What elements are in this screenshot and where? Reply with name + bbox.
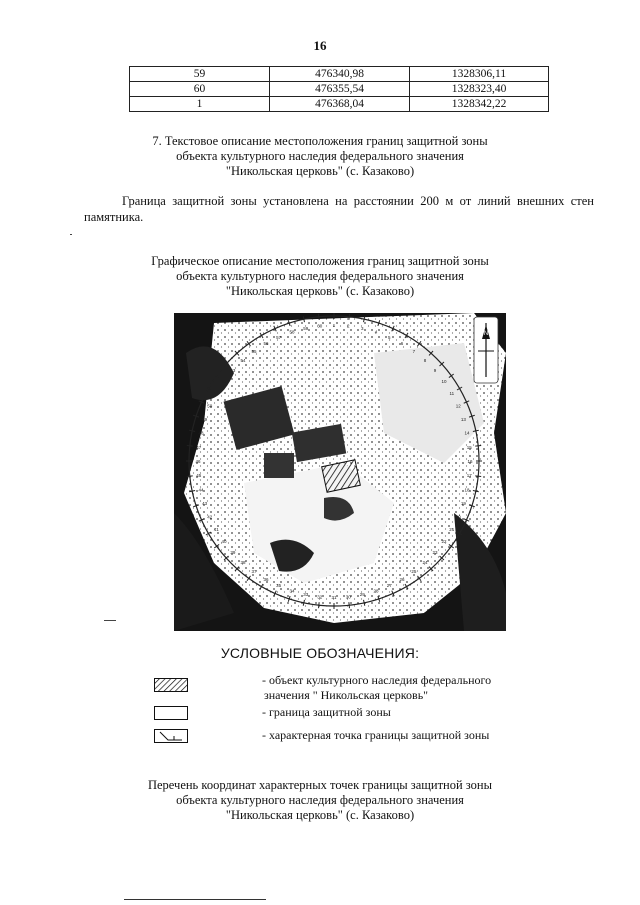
point-number-cell: 60 [130,82,270,97]
coordinates-list-heading-line1: Перечень координат характерных точек границы защитной зоны [147,778,493,792]
boundary-point-label: 2 [346,323,350,329]
graphic-heading-line1: Графическое описание местоположения границ защитной зоны [151,254,489,268]
legend-item-object-line1: - объект культурного наследия федерального [262,673,492,687]
boundary-point-label: 37 [251,569,257,575]
y-coordinate-cell: 1328342,22 [410,97,549,112]
boundary-point-label: 26 [399,576,405,582]
x-coordinate-cell: 476355,54 [270,82,410,97]
boundary-point-marker [319,314,320,320]
boundary-point-label: 53 [230,367,236,373]
boundary-point-label: 22 [441,538,447,544]
boundary-point-label: 50 [207,403,213,409]
legend-hatched-rectangle-icon [154,678,188,692]
page-number: 16 [313,38,327,53]
boundary-point-label: 58 [289,329,295,335]
boundary-point-label: 43 [202,501,208,507]
boundary-point-label: 16 [467,459,473,464]
compass-north-label: N [483,331,489,337]
boundary-point-label: 20 [455,514,461,520]
boundary-point-label: 28 [373,588,379,594]
x-coordinate-cell: 476368,04 [270,97,410,112]
boundary-point-label: 12 [455,403,461,409]
boundary-point-label: 3 [361,325,364,331]
boundary-point-label: 14 [464,430,470,436]
section7-heading-line2: объекта культурного наследия федерального значения [176,149,464,163]
boundary-point-label: 38 [240,560,246,566]
boundary-point-marker [475,476,481,477]
table-row [130,67,549,82]
boundary-point-label: 5 [388,334,391,340]
y-coordinate-cell: 1328323,40 [410,82,549,97]
boundary-point-label: 41 [213,527,219,532]
boundary-point-label: 57 [276,334,282,340]
boundary-point-marker [349,602,350,608]
legend-item-boundary-point: - характерная точка границы защитной зоны [262,728,490,742]
margin-mark [70,234,72,235]
boundary-point-label: 48 [198,430,204,436]
boundary-point-label: 21 [449,527,455,532]
boundary-point-label: 44 [198,487,204,493]
boundary-point-label: 40 [221,538,227,544]
coordinates-list-heading-line3: "Никольская церковь" (с. Казаково) [225,808,415,822]
coordinates-table [129,66,549,112]
boundary-point-label: 7 [412,348,416,354]
boundary-point-label: 51 [213,391,219,396]
boundary-point-marker [319,602,320,608]
graphic-heading-line3: "Никольская церковь" (с. Казаково) [225,284,415,298]
section7-heading-line3: "Никольская церковь" (с. Казаково) [225,164,415,178]
legend-boundary-point-icon [154,729,188,743]
boundary-point-label: 15 [466,444,472,450]
boundary-point-label: 34 [289,588,295,594]
boundary-point-label: 46 [195,459,201,464]
boundary-point-label: 55 [251,348,257,354]
boundary-point-label: 23 [432,550,438,556]
boundary-point-label: 35 [276,583,282,589]
boundary-point-label: 27 [386,583,392,589]
boundary-point-marker [187,446,193,447]
section7-body: Граница защитной зоны установлена на расстоянии 200 м от линий внешних стен памятника. [84,194,594,224]
x-coordinate-cell: 476340,98 [270,67,410,82]
protection-zone-map [174,313,506,631]
legend-item-object-line2: значения " Никольская церковь" [264,688,429,702]
boundary-point-label: 9 [433,367,437,373]
boundary-point-label: 31 [331,595,337,600]
boundary-point-label: 24 [422,560,428,566]
boundary-point-label: 52 [221,379,227,385]
section7-heading-line1: 7. Текстовое описание местоположения границ защитной зоны [152,134,488,148]
margin-mark [104,620,116,621]
boundary-point-marker [475,446,481,447]
point-number-cell: 59 [130,67,270,82]
point-number-cell: 1 [130,97,270,112]
boundary-point-label: 17 [466,473,472,479]
boundary-point-label: 18 [464,487,470,493]
boundary-point-marker [349,314,350,320]
boundary-point-label: 13 [460,416,466,422]
boundary-point-label: 33 [303,592,309,598]
boundary-point-label: 47 [196,444,202,450]
boundary-point-label: 30 [345,594,351,600]
boundary-point-label: 6 [400,341,404,347]
boundary-point-label: 56 [263,341,269,347]
boundary-point-label: 60 [317,323,323,329]
boundary-point-label: 59 [303,325,309,331]
table-row [130,82,549,97]
boundary-point-label: 32 [317,594,323,600]
boundary-point-label: 36 [263,576,269,582]
legend-item-object [262,673,532,703]
boundary-point-label: 4 [374,329,378,335]
boundary-point-label: 10 [441,379,447,385]
graphic-heading-line2: объекта культурного наследия федерального значения [176,269,464,283]
legend-title: УСЛОВНЫЕ ОБОЗНАЧЕНИЯ: [220,645,420,661]
boundary-point-label: 42 [207,514,213,520]
legend-empty-rectangle-icon [154,706,188,720]
footnote-rule [124,899,266,900]
boundary-point-label: 25 [411,569,417,575]
map-image [174,313,506,631]
boundary-point-label: 54 [240,357,246,363]
coordinates-list-heading-line2: объекта культурного наследия федерального значения [176,793,464,807]
boundary-point-label: 19 [460,501,466,507]
boundary-point-marker [187,476,193,477]
boundary-point-label: 45 [196,473,202,479]
boundary-point-label: 8 [423,357,427,363]
compass-icon [474,317,498,383]
boundary-point-label: 11 [449,391,455,396]
boundary-point-label: 39 [230,550,236,556]
boundary-point-label: 29 [359,592,365,598]
legend-item-zone-boundary: - граница защитной зоны [262,705,391,719]
boundary-point-label: 1 [332,323,336,328]
boundary-point-label: 49 [202,416,208,422]
table-row [130,97,549,112]
y-coordinate-cell: 1328306,11 [410,67,549,82]
